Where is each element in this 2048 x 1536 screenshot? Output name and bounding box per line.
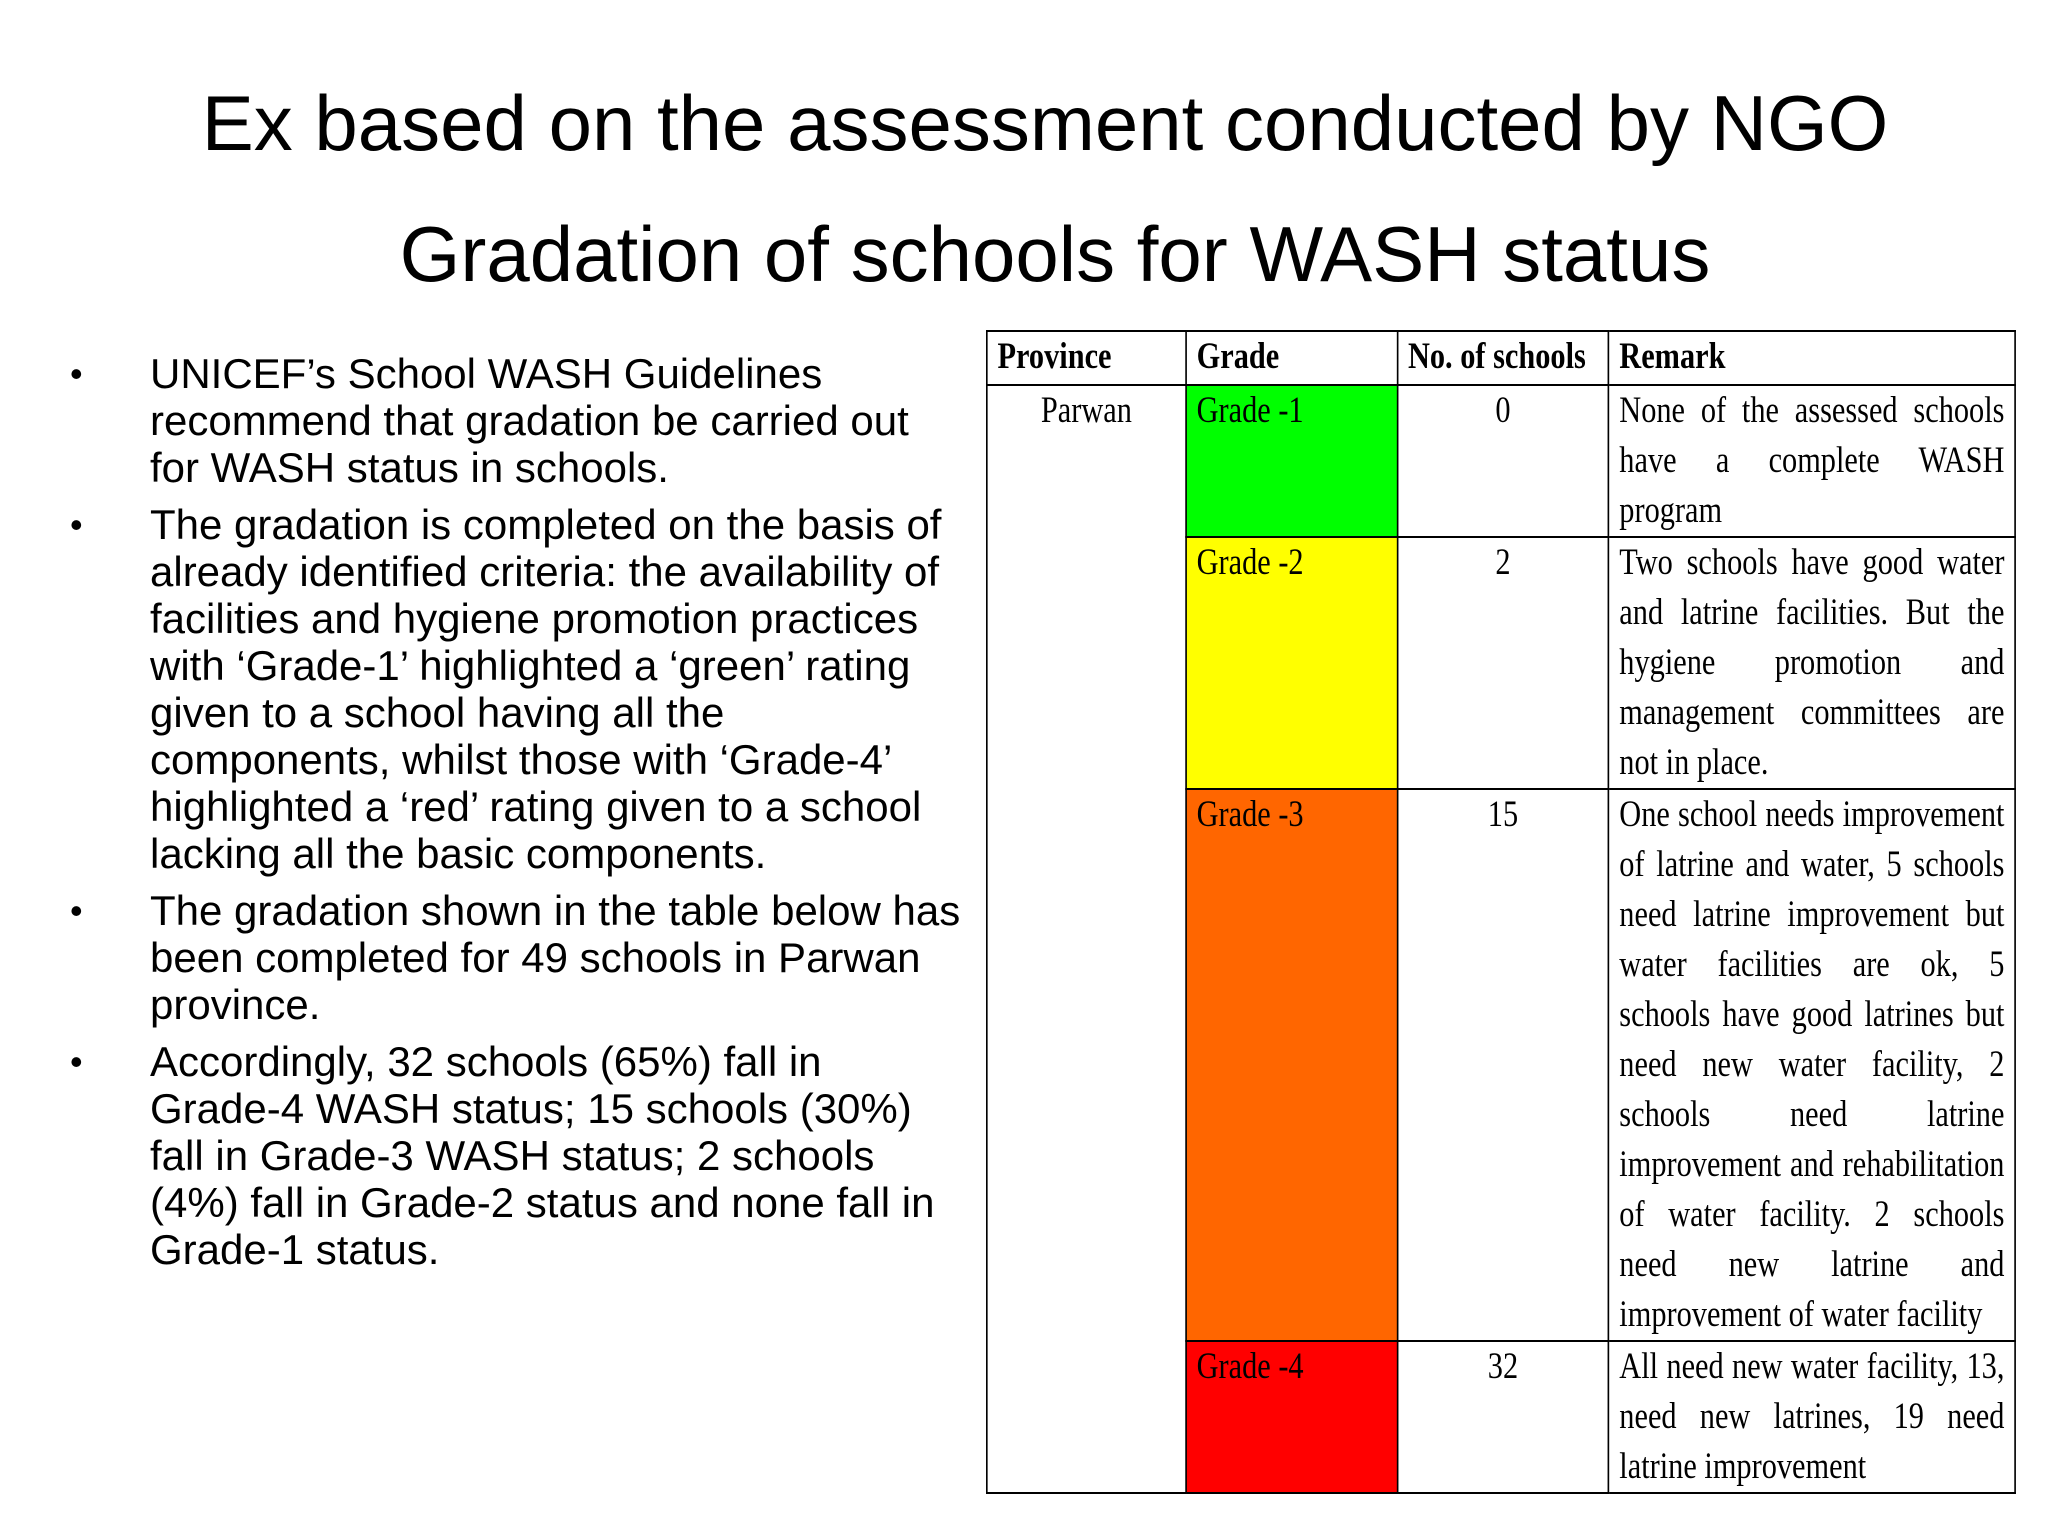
- grade-cell-4: Grade -4: [1186, 1341, 1397, 1493]
- slide-subtitle: Gradation of schools for WASH status: [399, 210, 1711, 298]
- remark-cell: All need new water facility, 13, need new latrines, 19 need latrine improvement: [1609, 1341, 2015, 1493]
- remark-cell: Two schools have good water and latrine facilities. But the hygiene promotion and management committees are not in place.: [1609, 537, 2015, 789]
- num-schools-cell: 32: [1397, 1341, 1608, 1493]
- slide-title: Ex based on the assessment conducted by NGO: [201, 79, 1889, 167]
- header-remark: Remark: [1609, 331, 2015, 385]
- province-cell: Parwan: [987, 385, 1186, 1493]
- bullet-icon: •: [70, 890, 83, 931]
- bullet-icon: •: [70, 504, 83, 545]
- grade-cell-1: Grade -1: [1186, 385, 1397, 537]
- table-row: [987, 385, 2015, 537]
- grade-cell-2: Grade -2: [1186, 537, 1397, 789]
- bullet-item: [62, 1038, 962, 1273]
- bullet-icon: •: [70, 1041, 83, 1082]
- header-grade: Grade: [1186, 331, 1397, 385]
- remark-cell: One school needs improvement of latrine and water, 5 schools need latrine improvement but water facilities are ok, 5 schools have good latrines but need new water facility, 2 schools need latrine improvement and rehabilitation of water facility. 2 schools need new latrine and improvement of water facility: [1609, 789, 2015, 1341]
- num-schools-cell: 15: [1397, 789, 1608, 1341]
- wash-gradation-table: [986, 330, 2016, 1494]
- grade-cell-3: Grade -3: [1186, 789, 1397, 1341]
- bullet-text: UNICEF’s School WASH Guidelines recommend that gradation be carried out for WASH status in schools.: [150, 350, 909, 491]
- bullet-text: The gradation shown in the table below has been completed for 49 schools in Parwan province.: [150, 887, 961, 1028]
- bullet-item: [62, 887, 962, 1028]
- bullet-text: Accordingly, 32 schools (65%) fall in Grade-4 WASH status; 15 schools (30%) fall in Grade-3 WASH status; 2 schools (4%) fall in Grade-2 status and none fall in Grade-1 status.: [150, 1038, 935, 1273]
- header-province: Province: [987, 331, 1186, 385]
- header-num-schools: No. of schools: [1397, 331, 1608, 385]
- table-header-row: [987, 331, 2015, 385]
- num-schools-cell: 2: [1397, 537, 1608, 789]
- bullet-text: The gradation is completed on the basis of already identified criteria: the availability of facilities and hygiene promotion practices with ‘Grade-1’ highlighted a ‘green’ rating given to a school having all the components, whilst those with ‘Grade-4’ highlighted a ‘red’ rating given to a school lacking all the basic components.: [150, 501, 942, 877]
- remark-cell: None of the assessed schools have a complete WASH program: [1609, 385, 2015, 537]
- num-schools-cell: 0: [1397, 385, 1608, 537]
- bullet-icon: •: [70, 353, 83, 394]
- bullet-item: [62, 350, 962, 491]
- bullet-list: [62, 350, 962, 1283]
- bullet-item: [62, 501, 962, 877]
